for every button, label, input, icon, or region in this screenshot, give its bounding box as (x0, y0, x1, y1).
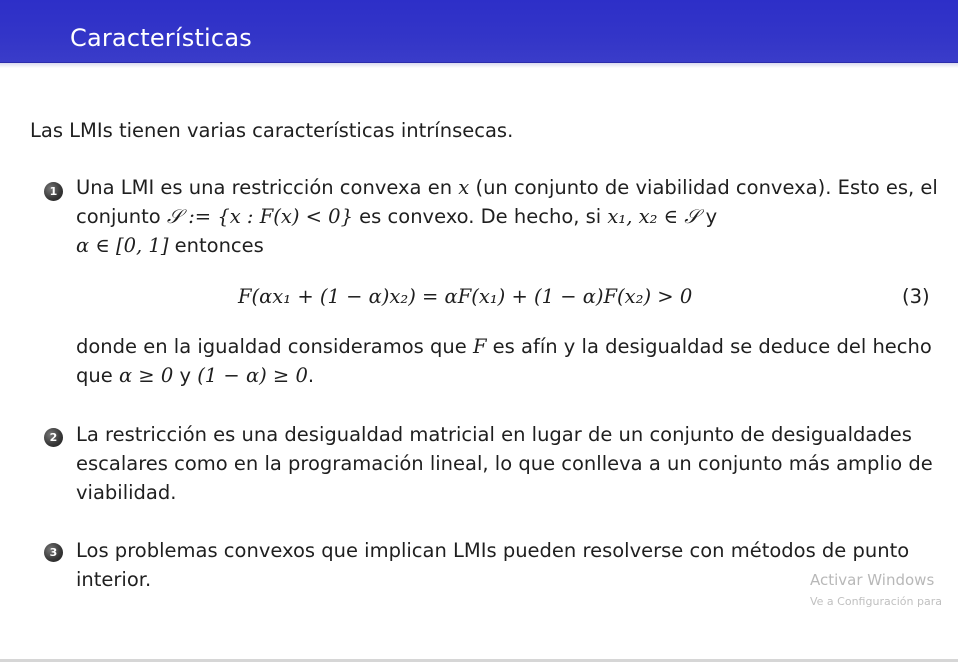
item-1-part-4: y (699, 205, 718, 228)
math-F: F (472, 335, 487, 358)
item-1-after-part-4: . (307, 364, 315, 387)
activation-watermark-subtitle: Ve a Configuración para (810, 595, 942, 608)
item-2-text: La restricción es una desigualdad matricial en lugar de un conjunto de desigualdades escalares como en la programación lineal, lo que conlleva a un conjunto más amplio de viabilidad. (76, 423, 933, 504)
bullet-marker-2: 2 (44, 428, 63, 447)
item-1-after-part-3: y (173, 364, 198, 387)
math-x1-x2-in-s: x₁, x₂ ∈ 𝒮 (607, 205, 700, 228)
equation-3: F(αx₁ + (1 − α)x₂) = αF(x₁) + (1 − α)F(x₂) > 0 (238, 285, 693, 308)
title-bar (0, 0, 958, 63)
item-1-part-5: entonces (168, 234, 264, 257)
item-1-text (76, 173, 938, 260)
activation-watermark-title: Activar Windows (810, 571, 935, 589)
item-1-after-text (76, 332, 938, 390)
math-alpha-nonneg: α ≥ 0 (118, 364, 174, 387)
math-set-definition: 𝒮 := {x : F(x) < 0} (166, 205, 353, 228)
math-one-minus-alpha: (1 − α) ≥ 0 (197, 364, 308, 387)
slide-title: Características (70, 24, 252, 52)
equation-number: (3) (902, 285, 930, 308)
math-alpha-range: α ∈ [0, 1] (76, 234, 169, 257)
bullet-marker-3: 3 (44, 543, 63, 562)
item-1-part-3: es convexo. De hecho, si (352, 205, 608, 228)
math-x: x (458, 176, 470, 199)
item-3-text: Los problemas convexos que implican LMIs pueden resolverse con métodos de punto interior. (76, 539, 910, 591)
item-1-part-1: Una LMI es una restricción convexa en (76, 176, 459, 199)
bullet-marker-1: 1 (44, 182, 63, 201)
item-1-after-part-1: donde en la igualdad consideramos que (76, 335, 473, 358)
item-1-after-part-2: es afín y la desigualdad se deduce del hecho que (76, 335, 932, 387)
item-1-part-2: (un conjunto de viabilidad convexa). Esto es, el conjunto (76, 176, 938, 228)
intro-text: Las LMIs tienen varias características intrínsecas. (30, 119, 514, 142)
